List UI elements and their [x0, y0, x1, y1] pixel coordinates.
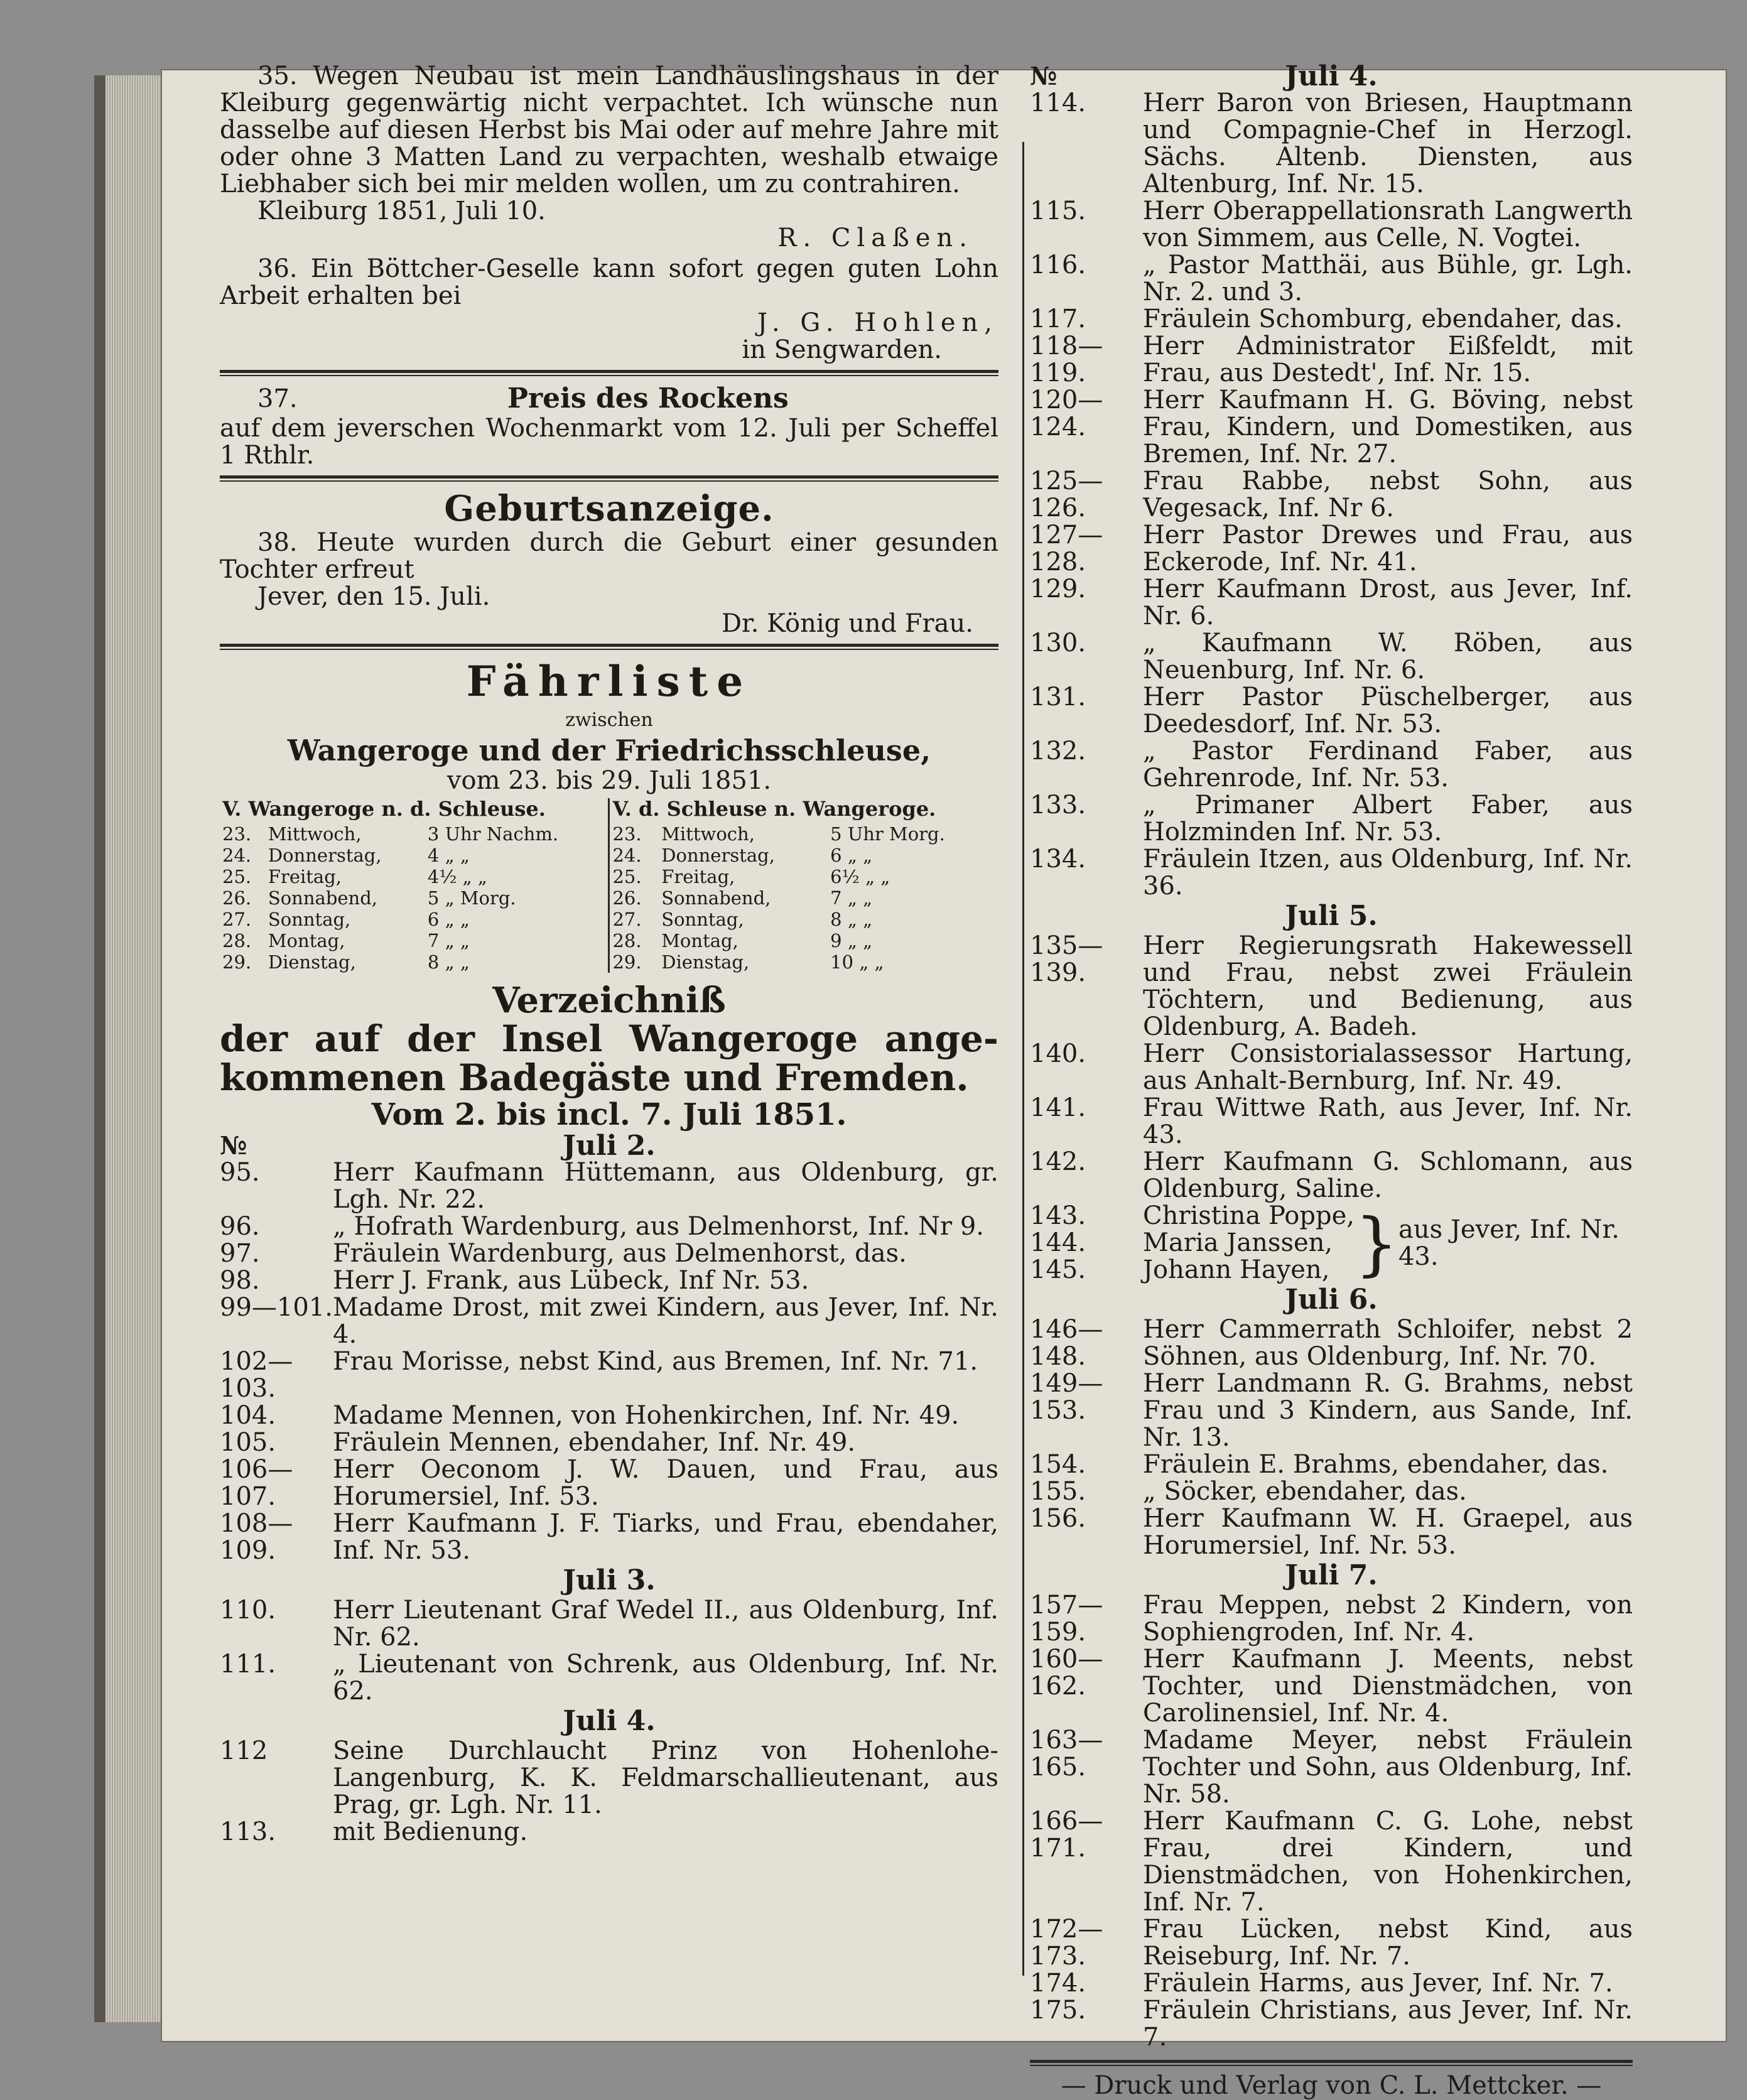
register-entry — [1030, 576, 1633, 630]
ferry-day-out: Freitag, — [268, 866, 342, 887]
entry-number: 155. — [1030, 1477, 1086, 1506]
entry-number: 145. — [1030, 1255, 1086, 1284]
brace: } — [1354, 1203, 1398, 1284]
entry-number: 118—119. — [1030, 332, 1103, 387]
register-entry — [1030, 684, 1633, 738]
ferry-date-in: 25. — [609, 866, 659, 887]
register-entries-juli-3 — [220, 1597, 998, 1705]
register-entry — [220, 1402, 998, 1429]
register-entry — [220, 1159, 998, 1213]
entry-text: Christina Poppe, — [1143, 1201, 1355, 1230]
register-entry — [1030, 1592, 1633, 1646]
imprint: — Druck und Verlag von C. L. Mettcker. — — [1061, 2071, 1602, 2100]
entry-number: 163—165. — [1030, 1726, 1103, 1782]
ferry-time-in: 6½ „ „ — [830, 866, 890, 887]
ferry-time-in: 7 „ „ — [830, 887, 873, 909]
entry-text: Herr Baron von Briesen, Hauptmann und Compagnie-Chef in Herzogl. Sächs. Altenb. Diensten, aus Altenburg, Inf. Nr. 15. — [1143, 89, 1633, 198]
register-entry — [1030, 1230, 1355, 1257]
entry-number: 132. — [1030, 737, 1086, 766]
entry-number: 130. — [1030, 629, 1086, 658]
entry-number: 98. — [220, 1266, 260, 1295]
ferry-row — [220, 909, 998, 930]
ferry-day-out: Mittwoch, — [268, 823, 362, 845]
register-entry — [1030, 1916, 1633, 1970]
ferry-time-out: 4 „ „ — [427, 845, 470, 866]
entry-number: 166—171. — [1030, 1807, 1103, 1863]
entry-text: Frau Lücken, nebst Kind, aus Reiseburg, Inf. Nr. 7. — [1143, 1915, 1633, 1971]
entry-text: Fräulein Mennen, ebendaher, Inf. Nr. 49. — [333, 1428, 856, 1457]
date-heading-juli-6: Juli 6. — [1285, 1284, 1378, 1316]
entry-number: 97. — [220, 1239, 260, 1268]
register-entries-juli-7 — [1030, 1592, 1633, 2051]
ferry-title: Fährliste — [466, 657, 752, 706]
entry-text: Johann Hayen, — [1143, 1255, 1330, 1284]
ferry-day-out: Montag, — [268, 930, 345, 951]
grouped-common-text: aus Jever, Inf. Nr. 43. — [1398, 1215, 1620, 1271]
register-entry — [1030, 1203, 1355, 1230]
register-entry — [220, 1456, 998, 1510]
entry-text: Fräulein Schomburg, ebendaher, das. — [1143, 305, 1623, 333]
entry-text: Herr Administrator Eißfeldt, mit Frau, aus Destedt', Inf. Nr. 15. — [1143, 332, 1633, 387]
entry-text: Fräulein E. Brahms, ebendaher, das. — [1143, 1450, 1609, 1479]
entry-text: Herr Oberappellationsrath Langwerth von Simmem, aus Celle, N. Vogtei. — [1143, 197, 1633, 252]
entry-number: 110. — [220, 1596, 276, 1625]
ferry-date-out: 26. — [222, 887, 252, 909]
entry-number: 160—162. — [1030, 1645, 1103, 1701]
ferry-time-out: 8 „ „ — [427, 951, 470, 973]
ferry-day-in: Donnerstag, — [661, 845, 775, 866]
entry-text: Herr Consistorialassessor Hartung, aus Anhalt-Bernburg, Inf. Nr. 49. — [1143, 1039, 1633, 1095]
entry-text: „ Kaufmann W. Röben, aus Neuenburg, Inf. Nr. 6. — [1143, 629, 1633, 685]
entry-text: „ Pastor Ferdinand Faber, aus Gehrenrode, Inf. Nr. 53. — [1143, 737, 1633, 793]
register-entry — [1030, 387, 1633, 468]
entry-text: „ Primaner Albert Faber, aus Holzminden Inf. Nr. 53. — [1143, 791, 1633, 847]
entry-number: 157—159. — [1030, 1591, 1103, 1647]
notice-35-text: 35. Wegen Neubau ist mein Landhäuslingshaus in der Kleiburg gegenwärtig nicht verpachtet. Ich wünsche nun dasselbe auf diesen Herbst bis Mai oder auf mehre Jahre mit oder ohne 3 Matten Land zu verpachten, weshalb etwaige Liebhaber sich bei mir melden wollen, um zu contrahiren. — [220, 62, 998, 198]
notice-36-text: 36. Ein Böttcher-Geselle kann sofort gegen guten Lohn Arbeit erhalten bei — [220, 254, 998, 310]
entry-text: Herr Cammerrath Schloifer, nebst 2 Söhnen, aus Oldenburg, Inf. Nr. 70. — [1143, 1315, 1633, 1371]
ferry-date-in: 24. — [609, 845, 659, 866]
entry-text: Fräulein Harms, aus Jever, Inf. Nr. 7. — [1143, 1969, 1613, 1998]
date-heading-juli-4: Juli 4. — [1285, 60, 1378, 92]
register-entry — [220, 1294, 998, 1348]
entry-text: Herr Landmann R. G. Brahms, nebst Frau und 3 Kindern, aus Sande, Inf. Nr. 13. — [1143, 1369, 1633, 1452]
entry-number: 140. — [1030, 1039, 1086, 1068]
entry-text: Herr Kaufmann C. G. Lohe, nebst Frau, drei Kindern, und Dienstmädchen, von Hohenkirchen, Inf. Nr. 7. — [1143, 1807, 1633, 1917]
entry-number: 108—109. — [220, 1509, 293, 1565]
ferry-day-out: Donnerstag, — [268, 845, 382, 866]
entry-text: „ Pastor Matthäi, aus Bühle, gr. Lgh. Nr. 2. und 3. — [1143, 251, 1633, 306]
rule — [1030, 2060, 1633, 2066]
notice-37-title: Preis des Rockens — [507, 382, 789, 414]
entry-text: Herr Kaufmann Drost, aus Jever, Inf. Nr. 6. — [1143, 575, 1633, 631]
birth-signature: Dr. König und Frau. — [721, 609, 973, 638]
date-heading-juli-5: Juli 5. — [1285, 900, 1378, 932]
register-entry — [220, 1348, 998, 1402]
entry-text: Fräulein Itzen, aus Oldenburg, Inf. Nr. 36. — [1143, 845, 1633, 901]
ferry-row — [220, 823, 998, 845]
ferry-row — [220, 887, 998, 909]
ferry-date-out: 23. — [222, 823, 252, 845]
register-entry — [1030, 522, 1633, 576]
ferry-date-in: 29. — [609, 951, 659, 973]
notice-36-location: in Sengwarden. — [742, 335, 942, 364]
entry-number: 156. — [1030, 1504, 1086, 1533]
entry-number: 144. — [1030, 1228, 1086, 1257]
register-entry — [1030, 1149, 1633, 1203]
register-entry — [1030, 468, 1633, 522]
entry-number: 112 — [220, 1736, 268, 1765]
entry-number: 114. — [1030, 89, 1086, 117]
entry-text: Herr Regierungsrath Hakewessell und Frau, nebst zwei Fräulein Töchtern, und Bedienung, aus Oldenburg, A. Badeh. — [1143, 931, 1633, 1041]
ferry-date-in: 28. — [609, 930, 659, 951]
ferry-row — [220, 845, 998, 866]
ferry-row — [220, 951, 998, 973]
register-entry — [1030, 1041, 1633, 1095]
ferry-date-out: 28. — [222, 930, 252, 951]
register-entry — [1030, 1316, 1633, 1370]
register-entry — [1030, 1727, 1633, 1808]
ferry-day-in: Sonnabend, — [661, 887, 771, 909]
ferry-row — [220, 930, 998, 951]
entry-text: Herr Pastor Drewes und Frau, aus Eckerode, Inf. Nr. 41. — [1143, 521, 1633, 576]
entry-number: 135—139. — [1030, 931, 1103, 987]
entry-text: „ Lieutenant von Schrenk, aus Oldenburg, Inf. Nr. 62. — [333, 1650, 998, 1706]
register-entry — [220, 1429, 998, 1456]
register-entry — [220, 1267, 998, 1294]
ferry-time-out: 3 Uhr Nachm. — [427, 823, 559, 845]
register-entry — [1030, 630, 1633, 684]
number-sign: № — [1030, 62, 1057, 91]
register-entry — [1030, 252, 1633, 306]
entry-number: 120—124. — [1030, 386, 1103, 441]
ferry-time-in: 6 „ „ — [830, 845, 873, 866]
register-entry — [1030, 1370, 1633, 1451]
entry-text: Frau Morisse, nebst Kind, aus Bremen, Inf. Nr. 71. — [333, 1347, 978, 1376]
register-entry — [1030, 306, 1633, 333]
entry-text: Herr Pastor Püschelberger, aus Deedesdorf, Inf. Nr. 53. — [1143, 683, 1633, 739]
entry-text: Herr Oeconom J. W. Dauen, und Frau, aus Horumersiel, Inf. 53. — [333, 1455, 998, 1511]
ferry-head-left: V. Wangeroge n. d. Schleuse. — [222, 797, 546, 821]
register-entry — [1030, 1478, 1633, 1505]
entry-number: 133. — [1030, 791, 1086, 820]
register-entries-juli-5 — [1030, 933, 1633, 1203]
register-entry — [220, 1819, 998, 1846]
entry-number: 95. — [220, 1158, 260, 1187]
register-entry — [220, 1240, 998, 1267]
entry-text: Herr J. Frank, aus Lübeck, Inf Nr. 53. — [333, 1266, 809, 1295]
entry-number: 116. — [1030, 251, 1086, 279]
entry-number: 96. — [220, 1212, 260, 1241]
entry-text: mit Bedienung. — [333, 1817, 528, 1846]
ferry-date-in: 26. — [609, 887, 659, 909]
entry-number: 99—101. — [220, 1293, 333, 1322]
register-entry — [1030, 846, 1633, 900]
ferry-time-out: 6 „ „ — [427, 909, 470, 930]
left-column — [220, 63, 998, 1846]
register-heading-row — [1030, 60, 1633, 92]
register-entry — [1030, 1257, 1355, 1284]
entry-number: 143. — [1030, 1201, 1086, 1230]
entry-number: 117. — [1030, 305, 1086, 333]
entry-text: „ Söcker, ebendaher, das. — [1143, 1477, 1467, 1506]
ferry-date-in: 27. — [609, 909, 659, 930]
ferry-time-out: 5 „ Morg. — [427, 887, 516, 909]
register-entry — [1030, 1997, 1633, 2051]
register-entries-juli-4 — [1030, 90, 1633, 900]
birth-place: Jever, den 15. Juli. — [257, 582, 490, 611]
date-heading-juli-3: Juli 3. — [563, 1564, 656, 1596]
ferry-time-in: 8 „ „ — [830, 909, 873, 930]
entry-number: 174. — [1030, 1969, 1086, 1998]
entry-number: 175. — [1030, 1996, 1086, 2025]
ferry-time-out: 7 „ „ — [427, 930, 470, 951]
ferry-route: Wangeroge und der Friedrichsschleuse, — [287, 733, 931, 767]
entry-text: Maria Janssen, — [1143, 1228, 1333, 1257]
ferry-time-in: 9 „ „ — [830, 930, 873, 951]
entry-number: 111. — [220, 1650, 276, 1679]
date-heading-juli-4: Juli 4. — [563, 1705, 656, 1737]
ferry-day-out: Sonnabend, — [268, 887, 378, 909]
entry-text: Herr Kaufmann J. Meents, nebst Tochter, und Dienstmädchen, von Carolinensiel, Inf. Nr. 4. — [1143, 1645, 1633, 1728]
ferry-date-out: 24. — [222, 845, 252, 866]
notice-37-text: auf dem jeverschen Wochenmarkt vom 12. Juli per Scheffel 1 Rthlr. — [220, 414, 998, 470]
register-entry — [1030, 333, 1633, 387]
entry-text: Madame Meyer, nebst Fräulein Tochter und Sohn, aus Oldenburg, Inf. Nr. 58. — [1143, 1726, 1633, 1809]
number-sign: № — [220, 1131, 247, 1161]
entry-number: 105. — [220, 1428, 276, 1457]
entry-text: Frau Meppen, nebst 2 Kindern, von Sophiengroden, Inf. Nr. 4. — [1143, 1591, 1633, 1647]
entry-number: 113. — [220, 1817, 276, 1846]
entry-text: Madame Mennen, von Hohenkirchen, Inf. Nr. 49. — [333, 1401, 960, 1430]
register-entry — [220, 1651, 998, 1705]
register-entry — [1030, 1970, 1633, 1997]
ferry-day-in: Montag, — [661, 930, 738, 951]
register-subtitle: der auf der Insel Wangeroge ange-kommenen Badegäste und Fremden. — [220, 1017, 998, 1099]
register-entries-juli-4 — [220, 1738, 998, 1846]
register-entry — [220, 1213, 998, 1240]
entry-number: 146—148. — [1030, 1315, 1103, 1371]
register-entry — [1030, 1646, 1633, 1727]
entry-number: 106—107. — [220, 1455, 293, 1511]
grouped-entries — [1030, 1203, 1633, 1284]
entry-number: 131. — [1030, 683, 1086, 712]
ferry-time-in: 5 Uhr Morg. — [830, 823, 945, 845]
ferry-between: zwischen — [565, 709, 653, 731]
ferry-dates: vom 23. bis 29. Juli 1851. — [446, 766, 772, 795]
ferry-row — [220, 866, 998, 887]
date-heading-juli-2: Juli 2. — [563, 1130, 656, 1162]
ferry-date-out: 25. — [222, 866, 252, 887]
register-entry — [1030, 1451, 1633, 1478]
entry-text: Herr Lieutenant Graf Wedel II., aus Oldenburg, Inf. Nr. 62. — [333, 1596, 998, 1652]
entry-text: Herr Kaufmann Hüttemann, aus Oldenburg, gr. Lgh. Nr. 22. — [333, 1158, 998, 1214]
entry-text: Madame Drost, mit zwei Kindern, aus Jever, Inf. Nr. 4. — [333, 1293, 998, 1349]
notice-37-heading — [220, 382, 998, 415]
register-entry — [1030, 1095, 1633, 1149]
notice-36-signature: J. G. Hohlen, — [757, 308, 998, 337]
entry-number: 154. — [1030, 1450, 1086, 1479]
register-entry — [220, 1738, 998, 1819]
birth-heading: Geburtsanzeige. — [444, 488, 774, 529]
register-entries-juli-6 — [1030, 1316, 1633, 1559]
entry-number: 129. — [1030, 575, 1086, 603]
notice-35-signature: R. Claßen. — [777, 224, 973, 252]
entry-number: 104. — [220, 1401, 276, 1430]
ferry-table — [220, 798, 998, 973]
register-entry — [220, 1597, 998, 1651]
right-column — [1030, 60, 1633, 2100]
entry-text: Fräulein Wardenburg, aus Delmenhorst, das. — [333, 1239, 907, 1268]
ferry-head-right: V. d. Schleuse n. Wangeroge. — [609, 798, 998, 823]
entry-text: Herr Kaufmann H. G. Böving, nebst Frau, Kindern, und Domestiken, aus Bremen, Inf. Nr. 27. — [1143, 386, 1633, 468]
notice-35-place: Kleiburg 1851, Juli 10. — [257, 197, 546, 225]
entry-number: 127—128. — [1030, 521, 1103, 576]
ferry-day-out: Dienstag, — [268, 951, 356, 973]
register-entry — [220, 1510, 998, 1564]
ferry-date-in: 23. — [609, 823, 659, 845]
register-entry — [1030, 90, 1633, 198]
register-entry — [1030, 1505, 1633, 1559]
ferry-day-in: Dienstag, — [661, 951, 750, 973]
entry-text: Herr Kaufmann G. Schlomann, aus Oldenburg, Saline. — [1143, 1147, 1633, 1203]
ferry-day-in: Mittwoch, — [661, 823, 755, 845]
entry-text: Frau Wittwe Rath, aus Jever, Inf. Nr. 43. — [1143, 1093, 1633, 1149]
ferry-day-in: Sonntag, — [661, 909, 744, 930]
register-entry — [1030, 198, 1633, 252]
birth-text: 38. Heute wurden durch die Geburt einer gesunden Tochter erfreut — [220, 528, 998, 584]
entry-text: Frau Rabbe, nebst Sohn, aus Vegesack, Inf. Nr 6. — [1143, 467, 1633, 522]
entry-number: 141. — [1030, 1093, 1086, 1122]
ferry-time-in: 10 „ „ — [830, 951, 884, 973]
entry-number: 142. — [1030, 1147, 1086, 1176]
entry-number: 125—126. — [1030, 467, 1103, 522]
register-entry — [1030, 792, 1633, 846]
ferry-date-out: 27. — [222, 909, 252, 930]
ferry-date-out: 29. — [222, 951, 252, 973]
register-entry — [1030, 1808, 1633, 1916]
rule — [220, 370, 998, 376]
column-divider — [1022, 142, 1024, 1976]
entry-number: 115. — [1030, 197, 1086, 225]
entry-text: Fräulein Christians, aus Jever, Inf. Nr. 7. — [1143, 1996, 1633, 2052]
register-entry — [1030, 738, 1633, 792]
entry-number: 149—153. — [1030, 1369, 1103, 1425]
entry-number: 134. — [1030, 845, 1086, 874]
register-range: Vom 2. bis incl. 7. Juli 1851. — [371, 1097, 847, 1132]
entry-number: 172—173. — [1030, 1915, 1103, 1971]
date-heading-juli-7: Juli 7. — [1285, 1559, 1378, 1591]
register-entries-juli-2 — [220, 1159, 998, 1564]
rule — [220, 475, 998, 482]
register-heading-row — [220, 1130, 998, 1162]
entry-text: Herr Kaufmann W. H. Graepel, aus Horumersiel, Inf. Nr. 53. — [1143, 1504, 1633, 1560]
entry-text: Seine Durchlaucht Prinz von Hohenlohe-Langenburg, K. K. Feldmarschallieutenant, aus Prag, gr. Lgh. Nr. 11. — [333, 1736, 998, 1819]
ferry-day-out: Sonntag, — [268, 909, 351, 930]
rule — [220, 644, 998, 650]
register-entry — [1030, 933, 1633, 1041]
entry-text: „ Hofrath Wardenburg, aus Delmenhorst, Inf. Nr 9. — [333, 1212, 985, 1241]
register-title: Verzeichniß — [492, 980, 726, 1021]
ferry-time-out: 4½ „ „ — [427, 866, 487, 887]
entry-number: 102—103. — [220, 1347, 293, 1403]
entry-text: Herr Kaufmann J. F. Tiarks, und Frau, ebendaher, Inf. Nr. 53. — [333, 1509, 998, 1565]
ferry-day-in: Freitag, — [661, 866, 735, 887]
notice-37-number: 37. — [257, 384, 298, 413]
